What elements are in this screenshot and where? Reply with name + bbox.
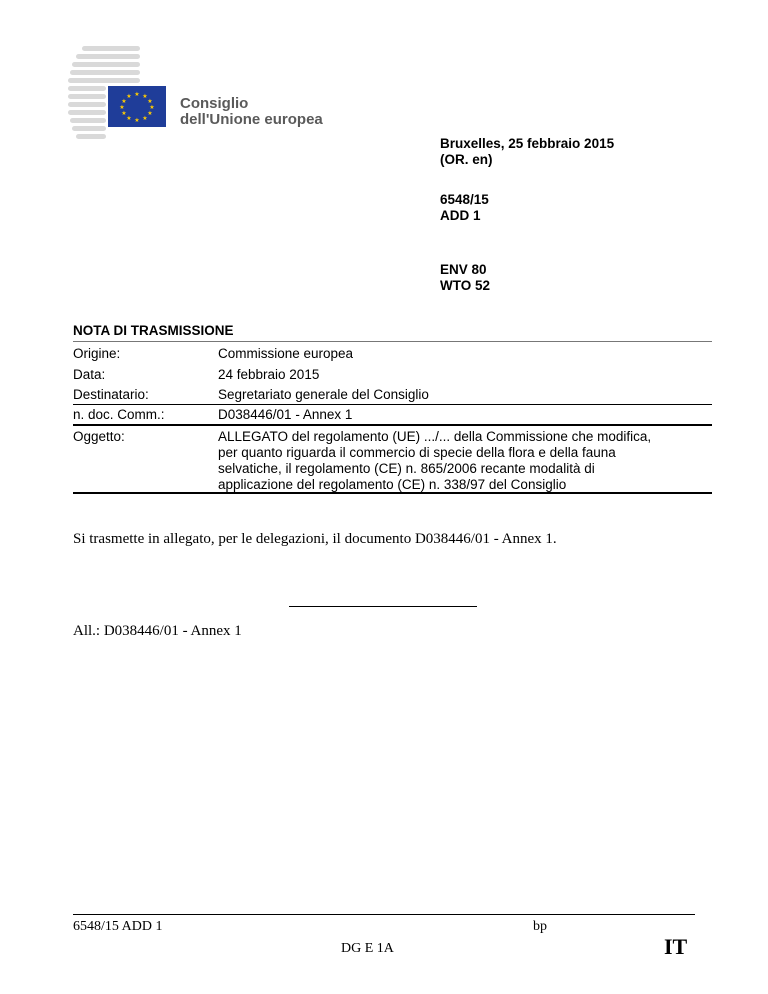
organisation-name — [180, 96, 323, 128]
note-top-rule — [73, 341, 712, 342]
svg-text:★: ★ — [134, 91, 140, 98]
note-label: Destinatario: — [73, 387, 149, 402]
header-date-block — [440, 136, 614, 168]
subject-line: per quanto riguarda il commercio di specie della flora e della fauna — [218, 445, 616, 460]
subject-line: applicazione del regolamento (CE) n. 338/97 del Consiglio — [218, 477, 567, 492]
header-doc-number: 6548/15 — [440, 192, 489, 207]
svg-text:★: ★ — [121, 98, 127, 105]
svg-text:★: ★ — [147, 110, 153, 117]
svg-text:★: ★ — [142, 93, 148, 100]
organisation-line2: dell'Unione europea — [180, 111, 323, 128]
footer-rule — [73, 914, 695, 915]
svg-text:★: ★ — [126, 93, 132, 100]
note-rule — [73, 424, 712, 426]
note-value: Segretariato generale del Consiglio — [218, 387, 429, 402]
subject-line: selvatiche, il regolamento (CE) n. 865/2006 recante modalità di — [218, 461, 595, 476]
council-logo — [66, 44, 336, 144]
footer-department: DG E 1A — [341, 941, 394, 956]
note-bottom-rule — [73, 492, 712, 494]
svg-text:★: ★ — [121, 110, 127, 117]
svg-text:★: ★ — [126, 115, 132, 122]
attachment-line: All.: D038446/01 - Annex 1 — [73, 623, 242, 639]
footer-doc-ref: 6548/15 ADD 1 — [73, 919, 163, 934]
council-emblem-icon — [66, 44, 176, 144]
header-codes-block — [440, 262, 490, 294]
footer-language: IT — [664, 934, 688, 959]
note-value: 24 febbraio 2015 — [218, 367, 320, 382]
svg-text:★: ★ — [149, 104, 155, 111]
body-text: Si trasmette in allegato, per le delegazioni, il documento D038446/01 - Annex 1. — [73, 531, 557, 547]
organisation-line1: Consiglio — [180, 95, 249, 112]
separator-line — [289, 606, 477, 607]
svg-text:★: ★ — [119, 104, 125, 111]
note-title: NOTA DI TRASMISSIONE — [73, 323, 234, 338]
note-value: Commissione europea — [218, 346, 354, 361]
header-addendum: ADD 1 — [440, 208, 481, 223]
svg-text:★: ★ — [147, 98, 153, 105]
header-original-language: (OR. en) — [440, 152, 493, 167]
footer-initials: bp — [533, 919, 547, 934]
header-date: Bruxelles, 25 febbraio 2015 — [440, 136, 615, 151]
note-label: n. doc. Comm.: — [73, 407, 165, 422]
header-code-2: WTO 52 — [440, 278, 491, 293]
svg-text:★: ★ — [134, 117, 140, 124]
header-number-block — [440, 192, 489, 224]
note-label: Data: — [73, 367, 106, 382]
header-code-1: ENV 80 — [440, 262, 487, 277]
svg-text:★: ★ — [142, 115, 148, 122]
subject-line: ALLEGATO del regolamento (UE) .../... della Commissione che modifica, — [218, 429, 652, 444]
note-value: D038446/01 - Annex 1 — [218, 407, 353, 422]
note-label: Origine: — [73, 346, 121, 361]
note-label: Oggetto: — [73, 429, 125, 444]
note-subject — [218, 429, 712, 493]
note-rule — [73, 404, 712, 405]
